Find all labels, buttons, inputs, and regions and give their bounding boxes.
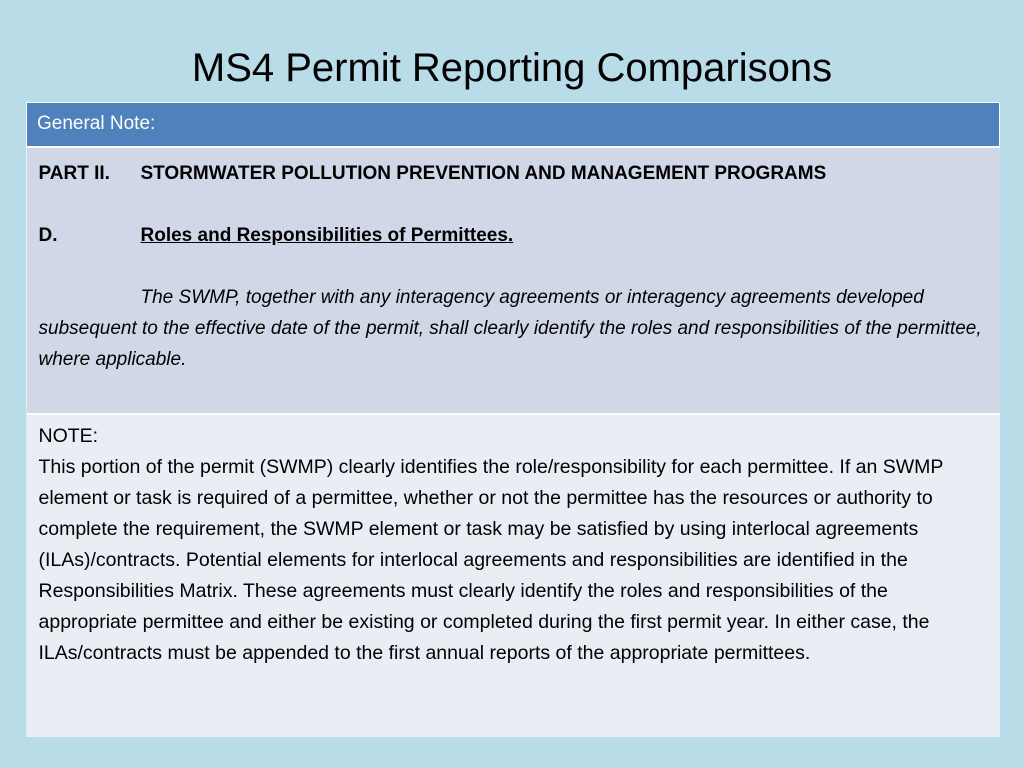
section-title: Roles and Responsibilities of Permittees. [140,224,514,246]
spacer [39,251,988,282]
section-heading-line [39,220,988,251]
note-text: This portion of the permit (SWMP) clearly identifies the role/responsibility for each permittee. If an SWMP element or task is required of a permittee, whether or not the permittee has the resources or authority to complete the requirement, the SWMP element or task may be satisfied by using interlocal agreements (ILAs)/contracts. Potential elements for interlocal agreements and responsibilities are identified in the Responsibilities Matrix. These agreements must clearly identify the roles and responsibilities of the appropriate permittee and either be existing or completed during the first permit year. In either case, the ILAs/contracts must be appended to the first annual reports of the appropriate permittees. [38,455,944,664]
part-heading: STORMWATER POLLUTION PREVENTION AND MANAGEMENT PROGRAMS [140,162,827,184]
note-row [27,414,1000,737]
permit-paragraph: The SWMP, together with any interagency agreements or interagency agreements developed subsequent to the effective date of the permit, shall clearly identify the roles and responsibilities of the permittee, where applicable. [38,286,982,370]
note-cell [27,414,1000,737]
spacer [39,189,988,220]
part-heading-line [39,158,988,189]
general-note-table [26,102,1000,737]
section-label: D. [38,224,58,246]
table-header-row [27,103,1000,147]
note-label: NOTE: [38,424,99,447]
permit-excerpt-row [27,147,1000,414]
slide-title: MS4 Permit Reporting Comparisons [191,46,833,90]
part-label: PART II. [38,162,110,184]
table-header-cell: General Note: [37,113,156,135]
permit-excerpt-cell [27,147,1000,414]
permit-paragraph-block [39,282,988,375]
